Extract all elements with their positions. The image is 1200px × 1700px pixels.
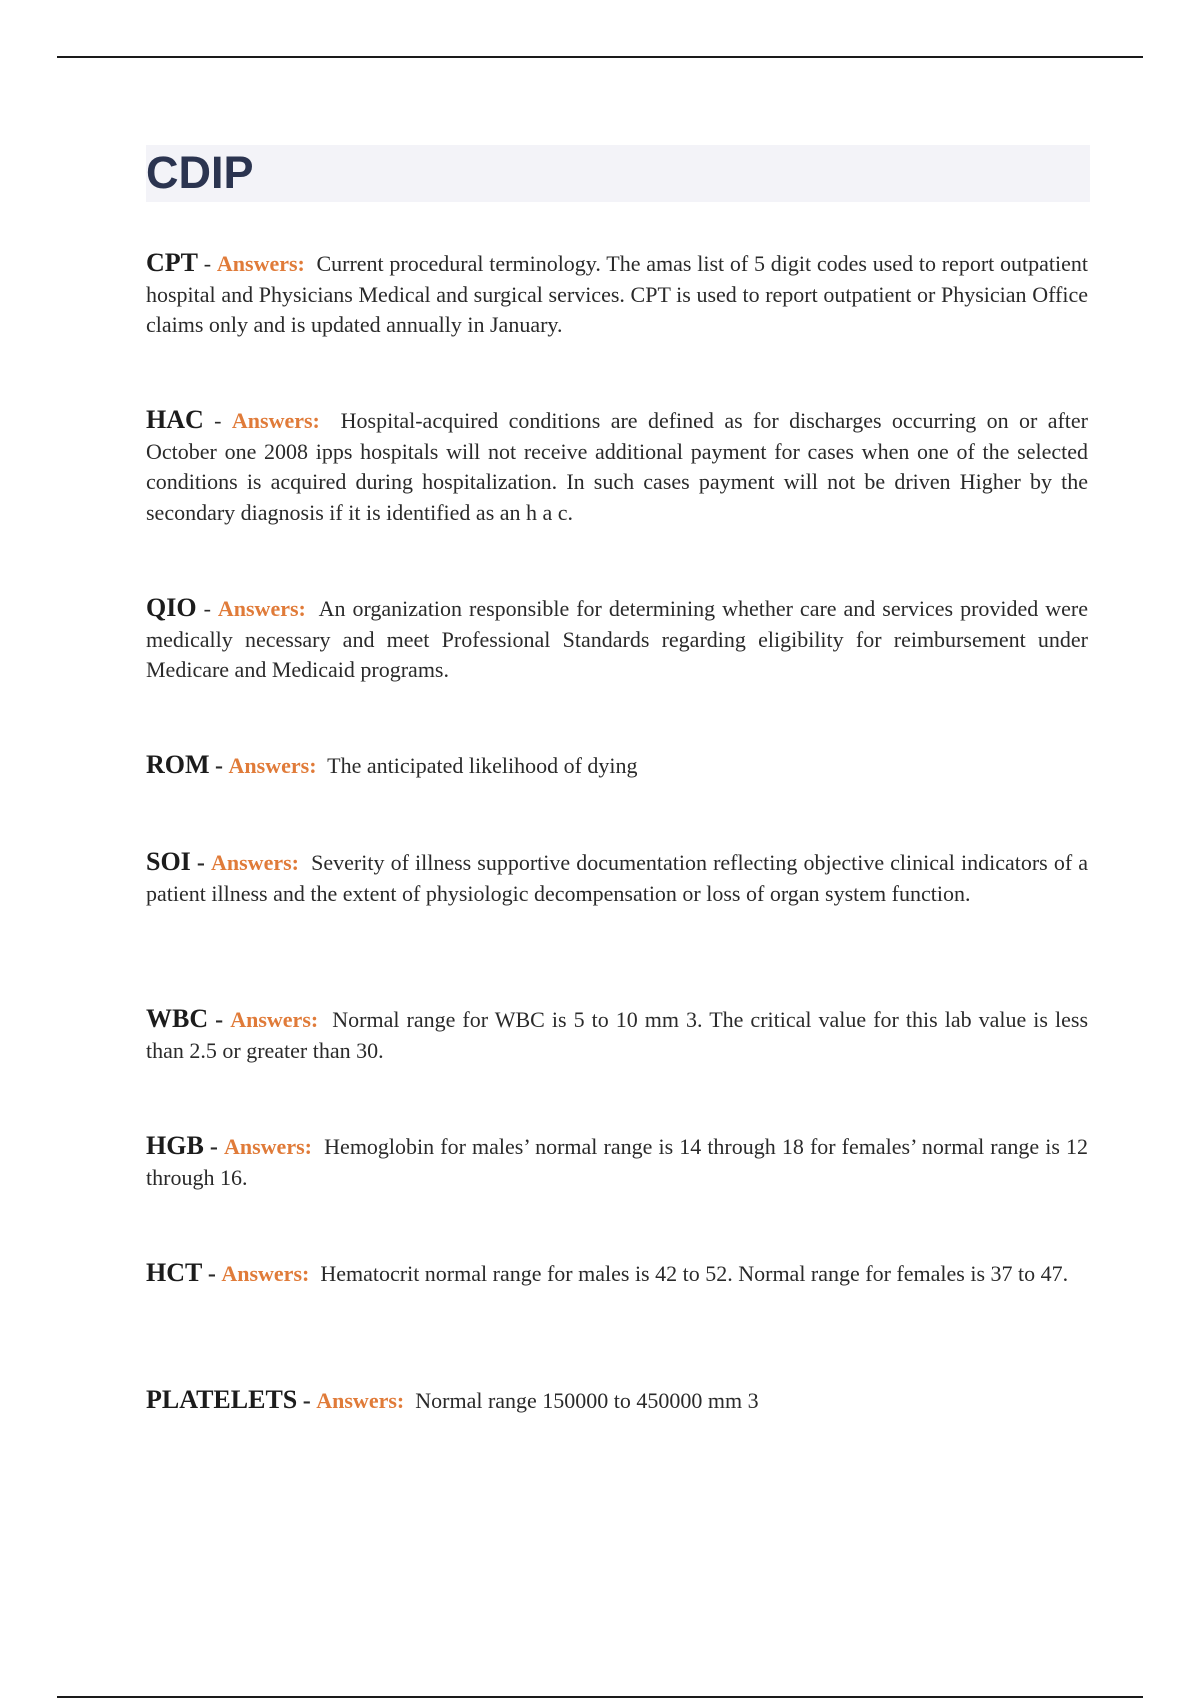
answers-label: Answers:	[221, 1261, 310, 1286]
entry-answer: The anticipated likelihood of dying	[327, 753, 638, 778]
bottom-rule	[57, 1696, 1143, 1698]
entry-term: CPT	[146, 248, 198, 277]
answers-label: Answers:	[231, 408, 320, 433]
entry-separator: -	[203, 251, 212, 276]
entry-term: ROM	[146, 750, 210, 779]
answers-label: Answers:	[216, 251, 305, 276]
qa-entry-qio	[146, 593, 1088, 686]
entry-term: HCT	[146, 1258, 203, 1287]
answers-label: Answers:	[316, 1388, 405, 1413]
entry-answer: Hematocrit normal range for males is 42 to 52. Normal range for females is 37 to 47.	[320, 1261, 1069, 1286]
entry-answer: Hemoglobin for males’ normal range is 14 through 18 for females’ normal range is 12 through 16.	[146, 1134, 1089, 1190]
entry-separator: -	[214, 408, 222, 433]
qa-entry-hgb	[146, 1131, 1088, 1193]
answers-label: Answers:	[217, 596, 306, 621]
answers-label: Answers:	[228, 753, 317, 778]
qa-entry-platelets	[146, 1385, 1088, 1417]
title-band	[146, 145, 1090, 202]
entry-term: HAC	[146, 405, 204, 434]
entry-separator: -	[207, 1261, 216, 1287]
entry-separator: -	[209, 1134, 218, 1160]
qa-entry-hct	[146, 1258, 1088, 1290]
entry-term: WBC	[146, 1004, 209, 1033]
qa-entry-cpt	[146, 248, 1088, 341]
qa-entry-hac	[146, 405, 1088, 528]
entry-answer: Normal range 150000 to 450000 mm 3	[415, 1388, 759, 1413]
entry-term: QIO	[146, 593, 197, 622]
qa-entry-wbc	[146, 1004, 1088, 1066]
entry-term: PLATELETS	[146, 1385, 298, 1414]
entry-answer: An organization responsible for determining whether care and services provided were medically necessary and meet Professional Standards regarding eligibility for reimbursement under Medicare and Medicaid programs.	[146, 596, 1089, 682]
entry-term: SOI	[146, 847, 191, 876]
top-rule	[57, 56, 1143, 58]
entry-separator: -	[215, 1007, 224, 1033]
page-title: CDIP	[146, 147, 254, 198]
qa-entry-rom	[146, 750, 1088, 782]
qa-entry-soi	[146, 847, 1088, 909]
answers-label: Answers:	[211, 850, 299, 875]
answers-label: Answers:	[230, 1007, 319, 1032]
entry-separator: -	[302, 1388, 311, 1414]
entry-separator: -	[215, 753, 224, 779]
entry-answer: Normal range for WBC is 5 to 10 mm 3. The critical value for this lab value is less than 2.5 or greater than 30.	[146, 1007, 1089, 1063]
answers-label: Answers:	[223, 1134, 312, 1159]
entry-term: HGB	[146, 1131, 204, 1160]
entry-answer: Current procedural terminology. The amas list of 5 digit codes used to report outpatient hospital and Physicians Medical and surgical services. CPT is used to report outpatient or Physician Office claims only and is updated annually in January.	[146, 251, 1089, 337]
entry-answer: Severity of illness supportive documentation reflecting objective clinical indicators of a patient illness and the extent of physiologic decompensation or loss of organ system function.	[146, 850, 1089, 906]
entry-answer: Hospital-acquired conditions are defined as for discharges occurring on or after October one 2008 ipps hospitals will not receive additional payment for cases when one of the selected conditions is acquired during hospitalization. In such cases payment will not be driven Higher by the secondary diagnosis if it is identified as an h a c.	[146, 408, 1089, 525]
entry-separator: -	[196, 850, 205, 876]
entry-separator: -	[203, 596, 211, 621]
